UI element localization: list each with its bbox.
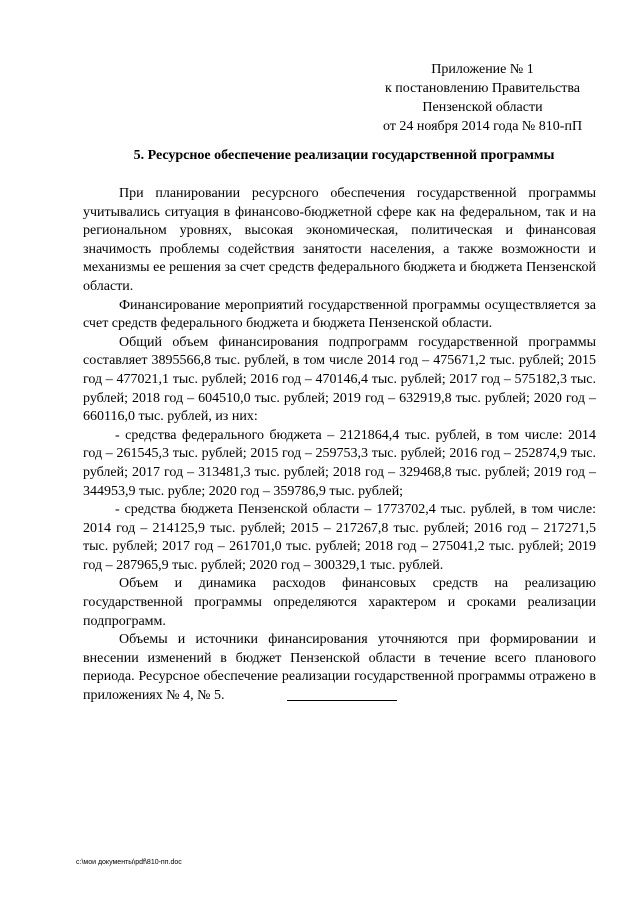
appendix-number: Приложение № 1 [431,62,534,77]
paragraph-dynamics: Объем и динамика расходов финансовых средств на реализацию государственной программы определяются характером и сроками реализации подпрограмм. [83,576,596,629]
paragraph-regional-budget: - средства бюджета Пензенской области – 1773702,4 тыс. рублей, в том числе: 2014 год – 214125,9 тыс. рублей; 2015 – 217267,8 тыс. рублей; 2016 год – 217271,5 тыс. рублей; 2017 год – 261701,0 тыс. рублей; 2018 год – 275041,2 тыс. рублей; 2019 год – 287965,9 тыс. рублей; 2020 год – 300329,1 тыс. рублей. [83,502,596,573]
appendix-reference: к постановлению Правительства [384,81,581,96]
appendix-header [360,60,605,136]
appendix-region: Пензенской области [422,100,543,115]
paragraph-clarification: Объемы и источники финансирования уточняются при формировании и внесении изменений в бюджет Пензенской области в течение всего планового периода. Ресурсное обеспечение реализации государственной программы отражено в приложениях № 4, № 5. [83,632,596,704]
appendix-date: от 24 ноября 2014 года № 810-пП [382,119,583,134]
paragraph-federal-budget: - средства федерального бюджета – 2121864,4 тыс. рублей, в том числе: 2014 год – 261545,3 тыс. рублей; 2015 год – 259753,3 тыс. рублей; 2016 год – 252874,9 тыс. рублей; 2017 год – 313481,3 тыс. рублей; 2018 год – 329468,8 тыс. рублей; 2019 год – 344953,9 тыс. рубле; 2020 год – 359786,9 тыс. рублей; [83,427,596,499]
section-title: 5. Ресурсное обеспечение реализации государственной программы [133,148,555,163]
footer-file-path: c:\мои документы\pdf\810-пп.doc [76,859,182,866]
paragraph-total-volume: Общий объем финансирования подпрограмм государственной программы составляет 3895566,8 тыс. рублей, в том числе 2014 год – 475671,2 тыс. рублей; 2015 год – 477021,1 тыс. рублей; 2016 год – 470146,4 тыс. рублей; 2017 год – 575182,3 тыс. рублей; 2018 год – 604510,0 тыс. рублей; 2019 год – 632919,8 тыс. рублей; 2020 год – 660116,0 тыс. рублей, из них: [83,334,596,425]
paragraph-financing-sources: Финансирование мероприятий государственной программы осуществляется за счет средств федерального бюджета и бюджета Пензенской области. [83,297,596,332]
document-body [83,185,596,706]
paragraph-planning: При планировании ресурсного обеспечения государственной программы учитывались ситуация в финансово-бюджетной сфере как на федеральном, так и на региональном уровнях, высокая экономическая, политическая и финансовая значимость проблемы содействия занятости населения, а также возможности и механизмы ее решения за счет средств федерального бюджета и бюджета Пензенской области. [83,186,596,294]
closing-divider [287,700,397,701]
